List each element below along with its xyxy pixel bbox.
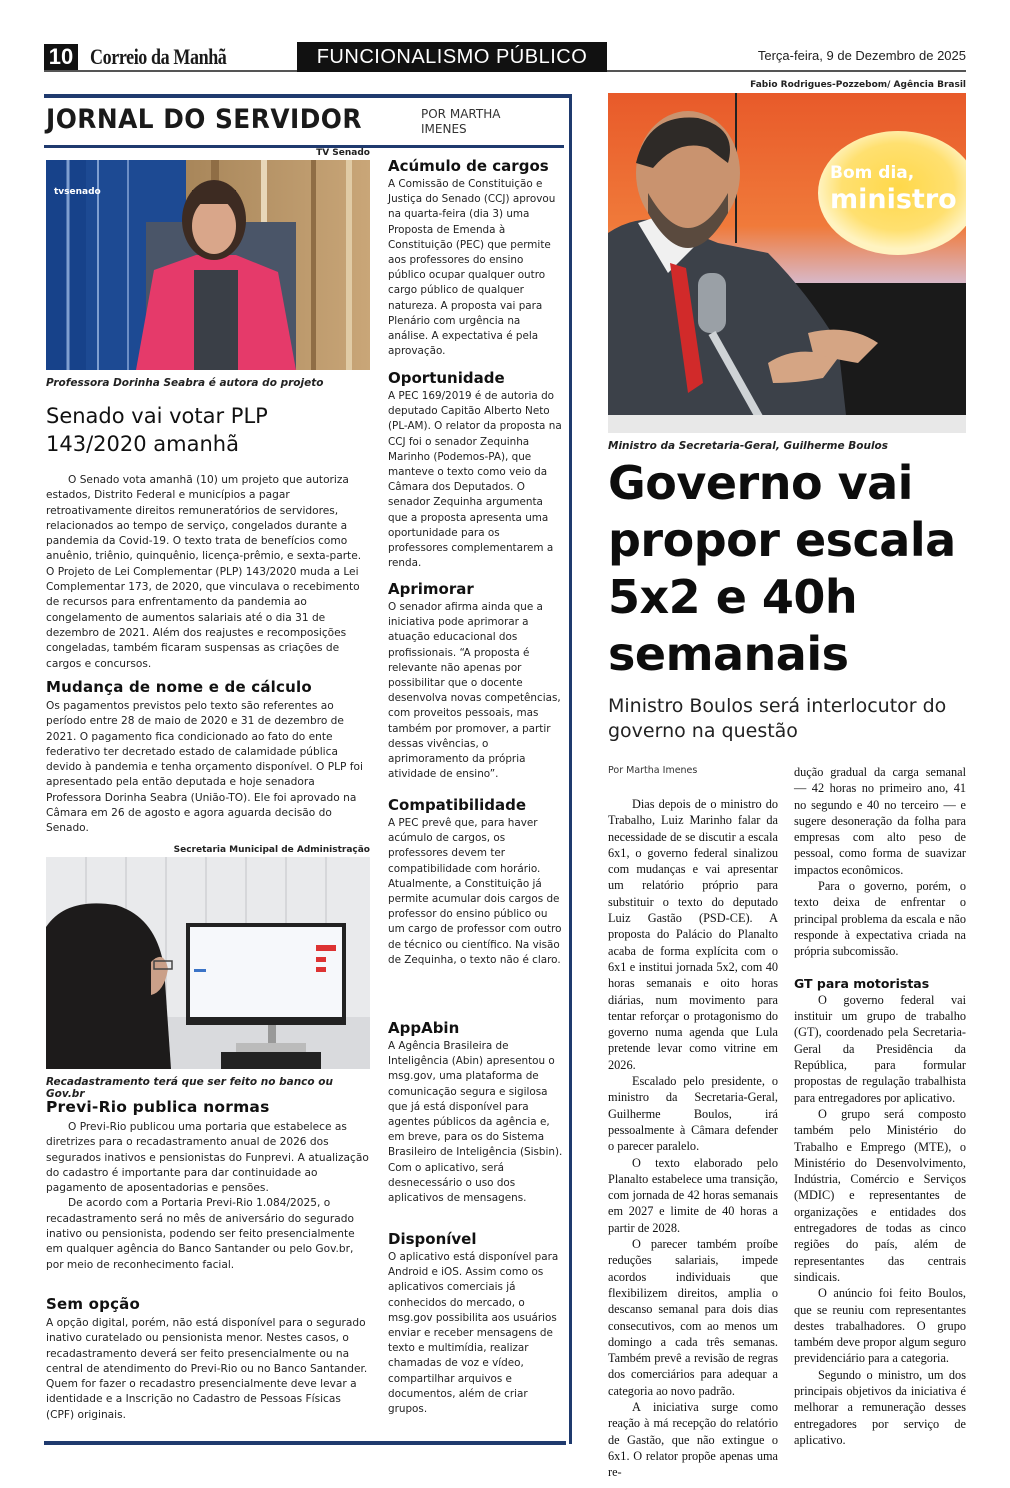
side-note-text: O senador afirma ainda que a iniciativa pode aprimorar a atuação educacional dos profissionais. “A proposta é relevante não apenas por possibilitar que o docente desenvolva novas competências, com proveitos pessoais, mas também por promover, a partir dessas vivências, o aprimoramento da própria atividade de ensino”.	[388, 601, 561, 781]
article-paragraph: O grupo será composto também pelo Ministério do Trabalho e Emprego (MTE), o Ministério do Desenvolvimento, Indústria, Comércio e Serviços (MDIC) e representantes de organizações e entidades dos entregadores de todas as cinco regiões do país, além de representantes das centrais sindicais.	[794, 1106, 966, 1284]
side-note-heading: Compatibilidade	[388, 796, 527, 814]
story-title: Previ-Rio publica normas	[46, 1098, 270, 1116]
side-note-heading: Disponível	[388, 1230, 477, 1248]
article-paragraph: O governo federal vai instituir um grupo de trabalho (GT), coordenado pela Secretaria-Geral da Presidência da República, para formular propostas de regulação trabalhista para entregadores por aplicativo.	[794, 992, 966, 1105]
column-byline: POR MARTHA IMENES	[421, 107, 501, 136]
photo-credit: TV Senado	[316, 148, 370, 158]
article-paragraph: dução gradual da carga semanal — 42 horas no primeiro ano, 41 no segundo e 40 no terceiro — e sugere desoneração da folha para empresas com alto peso de pessoal, como forma de suavizar impactos econômicos.	[794, 765, 966, 877]
side-note-heading: Oportunidade	[388, 369, 505, 387]
article-paragraph: O texto elaborado pelo Planalto estabelece uma transição, com jornada de 42 horas semanais em 2027 e limite de 40 horas a partir de 2028.	[608, 1155, 778, 1235]
article-column-2	[794, 764, 966, 1448]
article-paragraph: Dias depois de o ministro do Trabalho, Luiz Marinho falar da necessidade de se discutir a escala 6x1, o governo federal sinalizou com mudanças e vai apresentar um relatório próprio para substituir o texto do deputado Luiz Gastão (PSD-CE). A proposta do Palácio do Planalto acaba de forma explícita com o 6x1 e institui jornada 5x2, com 40 horas semanais e oito horas diárias, num movimento para tentar reforçar o protagonismo do governo numa agenda que Lula pretende levar como vitrine em 2026.	[608, 797, 778, 1072]
article-byline: Por Martha Imenes	[608, 765, 698, 776]
photo-caption: Ministro da Secretaria-Geral, Guilherme Boulos	[608, 440, 889, 452]
photo-caption: Professora Dorinha Seabra é autora do projeto	[46, 377, 324, 389]
screen-text-ministro: ministro	[830, 184, 957, 215]
story-body	[46, 473, 370, 672]
page-number: 10	[44, 44, 78, 70]
story-subhead: Mudança de nome e de cálculo	[46, 678, 312, 696]
story-paragraph: A opção digital, porém, não está disponível para o segurado inativo curatelado ou pensionista menor. Nestes casos, o recadastramento deverá ser feito presencialmente ou na central de atendimento do Previ-Rio ou no Banco Santander. Quem for fazer o recadastro presencialmente deve levar a identidade e a Inscrição no Cadastro de Pessoas Físicas (CPF) originais.	[46, 1317, 368, 1421]
photo-credit: Secretaria Municipal de Administração	[173, 845, 370, 855]
story-paragraph: O Senado vota amanhã (10) um projeto que autoriza estados, Distrito Federal e municípios a pagar retroativamente direitos remuneratórios de servidores, relacionados ao tempo de serviço, congelados durante a pandemia da Covid-19. O texto trata de benefícios como anuênio, triênio, quinquênio, licença-prêmio, e sexta-parte. O Projeto de Lei Complementar (PLP) 143/2020 muda a Lei Complementar 173, de 2020, que vinculava o recebimento de recursos para enfrentamento da pandemia ao congelamento de aumentos salariais até o dia 31 de dezembro de 2021. Além dos reajustes e recomposições congeladas, também ficaram suspensas as criações de cargos e concursos.	[46, 474, 362, 670]
side-note-text: O aplicativo está disponível para Android e iOS. Assim como os aplicativos comerciais já conhecidos do mercado, o msg.gov possibilita aos usuários enviar e receber mensagens de texto e multimídia, realizar chamadas de voz e vídeo, compartilhar arquivos e documentos, além de criar grupos.	[388, 1251, 559, 1416]
story-body-2	[46, 699, 370, 837]
photo-recadastramento	[46, 857, 370, 1069]
story-subhead: Sem opção	[46, 1295, 140, 1313]
section-label: FUNCIONALISMO PÚBLICO	[297, 42, 607, 72]
photo-caption: Recadastramento terá que ser feito no banco ou Gov.br	[46, 1076, 333, 1100]
article-paragraph: O parecer também proíbe reduções salariais, impede acordos individuais que flexibilizem direitos, amplia o descanso semanal para dois dias consecutivos, com ao menos um domingo a cada três semanas. Também prevê a revisão de regras dos comerciários para adequar a categoria ao novo padrão.	[608, 1237, 778, 1398]
screen-text-bom-dia: Bom dia,	[830, 163, 915, 183]
story-body	[46, 1120, 370, 1273]
side-note	[388, 369, 563, 571]
story-paragraph: De acordo com a Portaria Previ-Rio 1.084/2025, o recadastramento será no mês de aniversário do segurado inativo ou pensionista, podendo ser feito presencialmente em qualquer agência do Banco Santander ou pelo Gov.br, por meio de reconhecimento facial.	[46, 1197, 355, 1271]
column-title: JORNAL DO SERVIDOR	[46, 104, 362, 135]
column-box-bottom-rule	[44, 1441, 566, 1445]
side-note	[388, 1019, 563, 1206]
article-paragraph: Para o governo, porém, o texto deixa de enfrentar o principal problema da escala e não responde à expectativa criada na própria subcomissão.	[794, 879, 966, 959]
side-note-text: A Comissão de Constituição e Justiça do Senado (CCJ) aprovou na quarta-feira (dia 3) uma Proposta de Emenda à Constituição (PEC) que permite aos professores do ensino público ocupar qualquer outro cargo público de qualquer natureza. A proposta vai para Plenário com urgência na análise. A expectativa é pela aprovação.	[388, 178, 556, 358]
publication-date: Terça-feira, 9 de Dezembro de 2025	[757, 48, 966, 63]
article-subhead: GT para motoristas	[794, 975, 930, 991]
side-note	[388, 796, 563, 968]
article-paragraph: Segundo o ministro, um dos principais objetivos da iniciativa é melhorar a remuneração desses entregadores por serviço de aplicativo.	[794, 1367, 966, 1447]
newspaper-name: Correio da Manhã	[90, 44, 227, 69]
article-paragraph: O anúncio foi feito Boulos, que se reuniu com representantes destes trabalhadores. O grupo também deve propor algum seguro previdenciário para a categoria.	[794, 1286, 966, 1366]
side-note	[388, 580, 563, 782]
story-paragraph: O Previ-Rio publicou uma portaria que estabelece as diretrizes para o recadastramento anual de 2026 dos segurados inativos e pensionistas do Funprevi. A atualização do cadastro é importante para dar continuidade ao pagamento de aposentadorias e pensões.	[46, 1121, 369, 1195]
photo-credit: Fabio Rodrigues-Pozzebom/ Agência Brasil	[750, 80, 966, 90]
article-column-1	[608, 796, 778, 1480]
side-note-text: A PEC 169/2019 é de autoria do deputado Capitão Alberto Neto (PL-AM). O relator da proposta na CCJ foi o senador Zequinha Marinho (Podemos-PA), que manteve o texto como veio da Câmara dos Deputados. O senador Zequinha argumenta que a proposta apresenta uma oportunidade para os professores complementarem a renda.	[388, 390, 562, 570]
side-note-heading: AppAbin	[388, 1019, 460, 1037]
article-paragraph: Escalado pelo presidente, o ministro da Secretaria-Geral, Guilherme Boulos, irá pessoalmente à Câmara defender o parecer paralelo.	[608, 1074, 778, 1154]
story-paragraph: Os pagamentos previstos pelo texto são referentes ao período entre 28 de maio de 2020 e 31 de dezembro de 2021. O pagamento fica condicionado ao fato do ente federativo ter decretado estado de calamidade pública devido à pandemia e tenha orçamento disponível. O PLP foi apresentado pela então deputada e hoje senadora Professora Dorinha Seabra (União-TO). Ele foi aprovado na Câmara em 26 de agosto e agora aguarda decisão do Senado.	[46, 700, 363, 835]
masthead	[44, 44, 966, 72]
photo-dorinha-seabra	[46, 160, 370, 370]
story-body-2	[46, 1316, 370, 1423]
side-note-text: A PEC prevê que, para haver acúmulo de cargos, os professores devem ter compatibilidade com horário. Atualmente, a Constituição já permite acumular dois cargos de professor do ensino público ou um cargo de professor com outro de técnico ou científico. Na visão de Zequinha, o texto não é claro.	[388, 817, 562, 966]
article-paragraph: A iniciativa surge como reação à má recepção do relatório de Gastão, que não extingue o 6x1. O relator propõe apenas uma re-	[608, 1399, 778, 1480]
side-note-text: A Agência Brasileira de Inteligência (Abin) apresentou o msg.gov, uma plataforma de comunicação segura e sigilosa que já está disponível para agentes públicos da agência e, em breve, para os do Sistema Brasileiro de Inteligência (Sisbin). Com o aplicativo, será desnecessário o uso dos aplicativos de mensagens.	[388, 1040, 563, 1205]
main-headline: Governo vai propor escala 5x2 e 40h semanais	[608, 456, 956, 681]
side-note-heading: Aprimorar	[388, 580, 474, 598]
main-deck: Ministro Boulos será interlocutor do governo na questão	[608, 695, 947, 742]
story-title: Senado vai votar PLP 143/2020 amanhã	[46, 404, 268, 456]
tvsenado-logo: tvsenado	[54, 187, 101, 197]
side-note	[388, 157, 563, 359]
side-note-heading: Acúmulo de cargos	[388, 157, 549, 175]
photo-guilherme-boulos	[608, 93, 966, 433]
side-note	[388, 1230, 563, 1417]
